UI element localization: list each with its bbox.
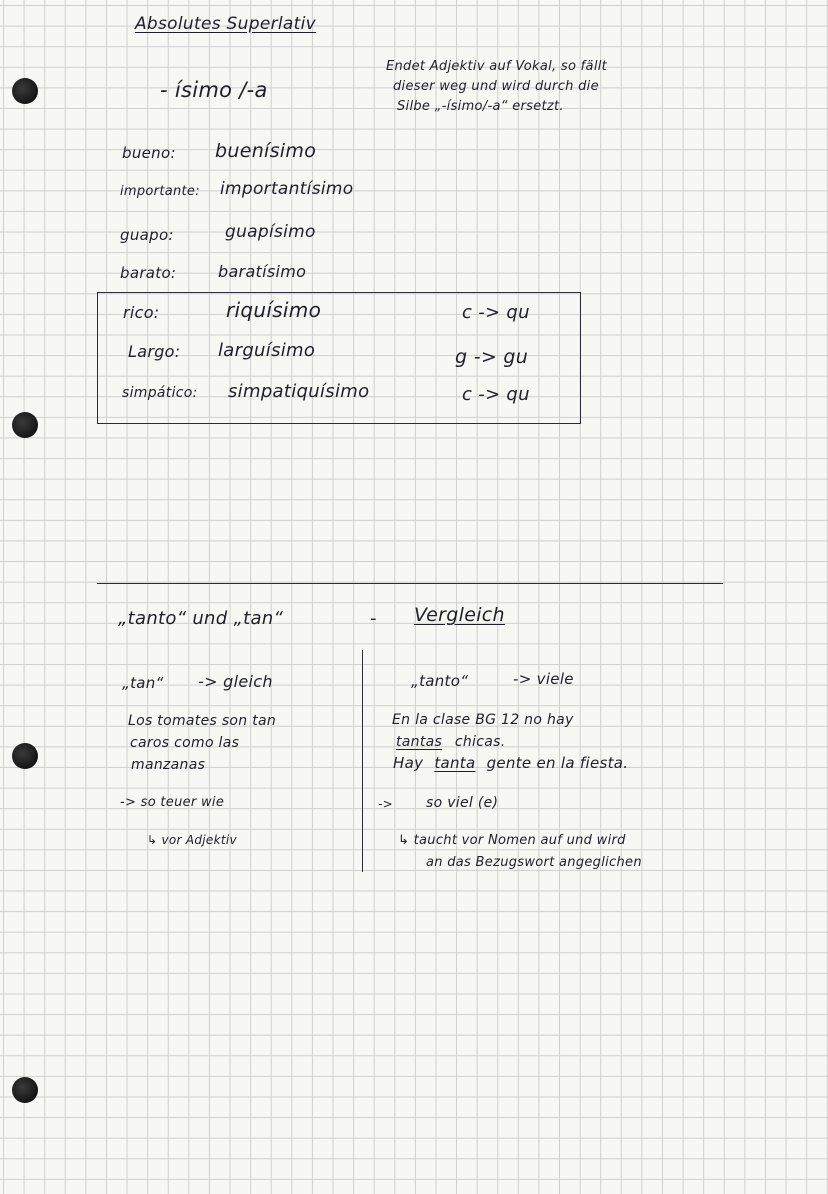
tan-meaning-arrow: -> gleich bbox=[198, 672, 273, 691]
tanto-example-text: gente en la fiesta. bbox=[486, 754, 629, 772]
tanto-usage-note: an das Bezugswort angeglichen bbox=[426, 855, 642, 870]
tanto-example-text: Hay bbox=[393, 754, 424, 772]
section-heading-right: Vergleich bbox=[414, 604, 505, 626]
example-superlative: buenísimo bbox=[215, 140, 317, 162]
tanto-example-line: En la clase BG 12 no hay bbox=[392, 712, 574, 728]
punch-hole bbox=[12, 1077, 38, 1103]
boxed-example-word: Largo: bbox=[128, 342, 181, 361]
rule-note-line: Endet Adjektiv auf Vokal, so fällt bbox=[386, 59, 608, 74]
tanto-example-text: chicas. bbox=[454, 734, 506, 750]
example-superlative: importantísimo bbox=[220, 179, 354, 199]
example-superlative: guapísimo bbox=[225, 222, 316, 242]
page-title: Absolutes Superlativ bbox=[135, 14, 316, 34]
tanto-meaning-arrow: -> viele bbox=[513, 670, 574, 688]
tanto-label: „tanto“ bbox=[411, 672, 469, 690]
tan-translation: -> so teuer wie bbox=[120, 795, 225, 810]
example-word: importante: bbox=[120, 184, 200, 199]
example-word: barato: bbox=[120, 264, 177, 282]
punch-hole bbox=[12, 412, 38, 438]
example-word: guapo: bbox=[120, 226, 174, 244]
boxed-example-superlative: larguísimo bbox=[218, 340, 316, 361]
tan-label: „tan“ bbox=[122, 674, 164, 692]
tan-example-line: manzanas bbox=[131, 757, 206, 773]
tan-usage-note: ↳ vor Adjektiv bbox=[147, 833, 237, 847]
section-divider bbox=[97, 583, 723, 584]
section-heading-dash: - bbox=[370, 608, 377, 629]
column-divider bbox=[362, 650, 363, 872]
boxed-example-rule: c -> qu bbox=[462, 384, 530, 405]
boxed-example-rule: c -> qu bbox=[462, 302, 530, 323]
rule-note-line: Silbe „-ísimo/-a“ ersetzt. bbox=[397, 99, 564, 114]
rule-note-line: dieser weg und wird durch die bbox=[393, 79, 599, 94]
tanto-example-emphasis: tanta bbox=[434, 754, 476, 772]
suffix-label: - ísimo /-a bbox=[160, 78, 268, 102]
tanto-translation: so viel (e) bbox=[426, 795, 499, 811]
boxed-example-superlative: riquísimo bbox=[226, 298, 322, 322]
tanto-usage-note: ↳ taucht vor Nomen auf und wird bbox=[398, 833, 626, 848]
punch-hole bbox=[12, 78, 38, 104]
boxed-example-word: simpático: bbox=[122, 385, 198, 401]
boxed-example-word: rico: bbox=[123, 303, 160, 322]
section-heading-left: „tanto“ und „tan“ bbox=[118, 608, 284, 629]
tan-example-line: Los tomates son tan bbox=[128, 713, 277, 729]
example-word: bueno: bbox=[122, 144, 176, 162]
punch-hole bbox=[12, 743, 38, 769]
boxed-example-superlative: simpatiquísimo bbox=[228, 381, 370, 402]
tanto-translation-arrow: -> bbox=[378, 797, 393, 811]
boxed-example-rule: g -> gu bbox=[455, 346, 529, 368]
example-superlative: baratísimo bbox=[218, 262, 307, 281]
tanto-example-emphasis: tantas bbox=[396, 734, 443, 750]
tan-example-line: caros como las bbox=[130, 735, 240, 751]
